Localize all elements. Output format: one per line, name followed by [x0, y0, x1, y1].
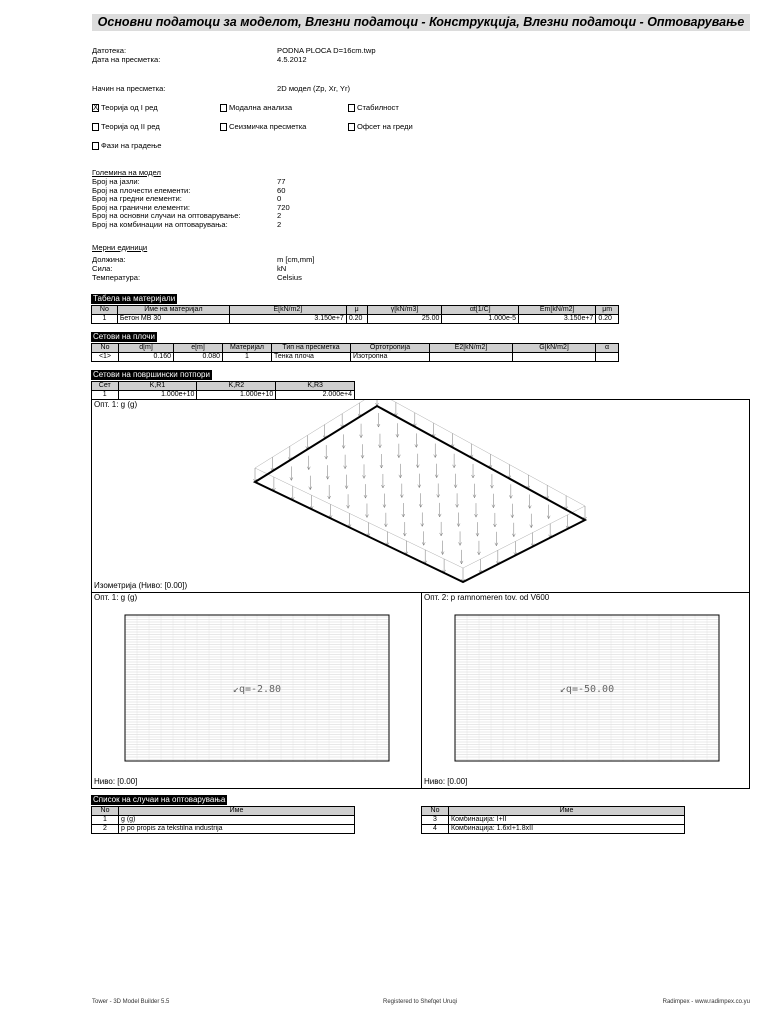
load-case-1-footer: Ниво: [0.00]	[94, 777, 138, 786]
load-cases-table-right	[421, 806, 685, 834]
load-case-2-value: q=-50.00	[565, 684, 615, 695]
table-header-row: No d[m] e[m] Материјал Тип на пресметка Ортотропија E2[kN/m2] G[kN/m2] α	[92, 344, 619, 353]
footer-registration: Registered to Shefqet Uruqi	[383, 999, 458, 1005]
supports-heading: Сетови на површински потпори	[93, 370, 210, 379]
table-row: 1 Бетон MB 30 3.150e+7 0.20 25.00 1.000e-5 3.150e+7 0.20	[92, 315, 619, 324]
checkbox-icon	[92, 123, 99, 131]
checkbox-icon	[348, 123, 355, 131]
load-case-2-plate	[422, 593, 749, 788]
table-header-row: No Име на материјал E[kN/m2] μ γ[kN/m3] αt[1/C] Em[kN/m2] μm	[92, 306, 619, 315]
load-case-2-footer: Ниво: [0.00]	[424, 777, 468, 786]
option-modal-analysis[interactable]: Модална анализа	[220, 103, 292, 112]
isometric-panel-footer: Изометрија (Ниво: [0.00])	[94, 581, 188, 590]
option-second-order[interactable]: Теорија од II ред	[92, 122, 160, 131]
svg-text:↙q=-50.00: ↙q=-50.00	[559, 684, 615, 695]
table-row: 2 p po propis za tekstilna industrija	[92, 825, 355, 834]
option-first-order[interactable]: X Теорија од I ред	[92, 103, 158, 112]
model-size-row: Број на комбинации на оптоварувања: 2	[92, 219, 282, 229]
supports-table	[91, 381, 355, 400]
date-label: Дата на пресметка:	[92, 55, 161, 64]
checkbox-icon	[92, 104, 99, 112]
model-size-row: Број на гредни елементи: 0	[92, 194, 282, 203]
page-title: Основни податоци за моделот, Влезни податоци - Конструкција, Влезни податоци - Оптоварување	[92, 14, 750, 31]
method-label: Начин на пресметка:	[92, 84, 166, 93]
file-value: PODNA PLOCA D=16cm.twp	[277, 46, 376, 55]
table-header-row: No Име	[92, 807, 355, 816]
units-row: Должина: m [cm,mm]	[92, 255, 315, 264]
table-header-row: No Име	[422, 807, 685, 816]
load-case-1-value: q=-2.80	[238, 684, 282, 695]
table-row: 3 Комбинација: I+II	[422, 816, 685, 825]
isometric-view-panel	[91, 399, 750, 593]
isometric-plate-drawing	[92, 400, 749, 592]
plates-table	[91, 343, 619, 362]
load-cases-heading: Список на случаи на оптоварувања	[93, 795, 226, 804]
model-size-row: Број на гранични елементи: 720	[92, 202, 290, 212]
materials-heading: Табела на материјали	[93, 294, 176, 303]
table-row: 1 g (g)	[92, 816, 355, 825]
load-case-1-panel	[91, 592, 422, 789]
footer-vendor: Radimpex - www.radimpex.co.yu	[662, 999, 750, 1005]
option-beam-offset[interactable]: Офсет на греди	[348, 122, 413, 131]
load-case-2-title: Опт. 2: p ramnomeren tov. od V600	[424, 593, 550, 602]
checkbox-icon	[220, 104, 227, 112]
option-stability[interactable]: Стабилност	[348, 103, 399, 112]
load-cases-table-left	[91, 806, 355, 834]
date-value: 4.5.2012	[277, 55, 307, 64]
footer-software: Tower - 3D Model Builder 5.5	[92, 999, 170, 1005]
units-list	[92, 255, 315, 283]
units-heading: Мерни единици	[92, 243, 148, 252]
units-row: Температура: Celsius	[92, 273, 302, 282]
option-seismic[interactable]: Сеизмичка пресметка	[220, 122, 306, 131]
table-row: 1 1.000e+10 1.000e+10 2.000e+4	[92, 391, 355, 400]
model-size-heading: Големина на модел	[92, 168, 161, 177]
model-size-row: Број на основни случаи на оптоварување: 2	[92, 211, 282, 220]
model-size-row: Број на плочести елементи: 60	[92, 185, 286, 195]
table-header-row: Сет K,R1 K,R2 K,R3	[92, 382, 355, 391]
isometric-panel-title: Опт. 1: g (g)	[94, 400, 138, 409]
materials-table	[91, 305, 619, 324]
load-case-1-title: Опт. 1: g (g)	[94, 593, 138, 602]
load-case-2-panel	[421, 592, 750, 789]
units-row: Сила: kN	[92, 264, 287, 273]
option-construction-phases[interactable]: Фази на градење	[92, 141, 162, 150]
model-size-row: Број на јазли: 77	[92, 177, 286, 186]
svg-text:↙q=-2.80: ↙q=-2.80	[232, 684, 282, 695]
plates-heading: Сетови на плочи	[93, 332, 156, 341]
checkbox-icon	[348, 104, 355, 112]
table-row: <1> 0.160 0.080 1 Тенка плоча Изотропна	[92, 353, 619, 362]
checkbox-icon	[92, 142, 99, 150]
model-size-list	[92, 177, 290, 229]
load-case-1-plate	[92, 593, 421, 788]
method-value: 2D модел (Zp, Xr, Yr)	[277, 84, 351, 93]
file-label: Датотека:	[92, 46, 127, 55]
table-row: 4 Комбинација: 1.6xI+1.8xII	[422, 825, 685, 834]
checkbox-icon	[220, 123, 227, 131]
